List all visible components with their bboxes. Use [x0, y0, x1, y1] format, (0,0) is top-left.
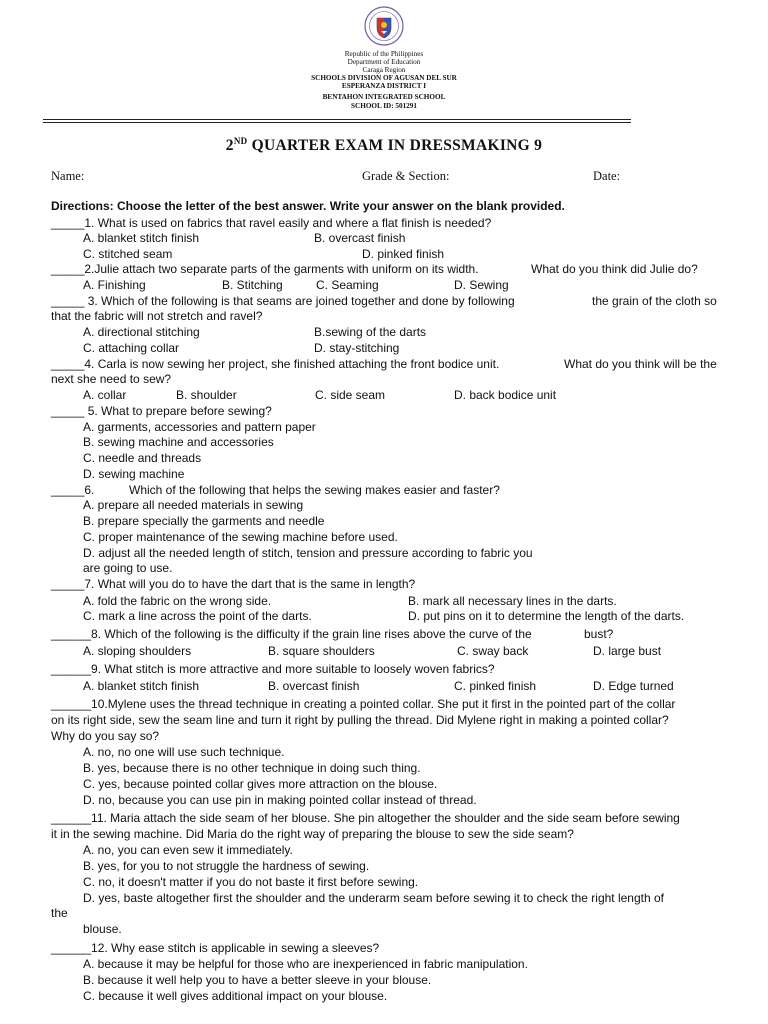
question-line: bust?	[584, 627, 614, 641]
question-text: ______9. What stitch is more attractive and more suitable to loosely woven fabrics?	[51, 662, 495, 676]
question-line: B. because it well help you to have a better sleeve in your blouse.	[83, 973, 432, 987]
question-line: C. needle and threads	[83, 451, 202, 465]
question-line: C. pinked finish	[454, 679, 537, 693]
question-line: B. mark all necessary lines in the darts.	[408, 594, 617, 608]
header-district: ESPERANZA DISTRICT I	[341, 82, 427, 90]
question-line: What do you think will be the	[564, 357, 717, 371]
question-line: B. shoulder	[176, 388, 237, 402]
question-line: A. no, you can even sew it immediately.	[83, 843, 293, 857]
question-line: A. garments, accessories and pattern paper	[83, 420, 316, 434]
question-line: Why do you say so?	[51, 729, 160, 743]
question-line: C. sway back	[457, 644, 529, 658]
question-line: A. fold the fabric on the wrong side.	[83, 594, 272, 608]
question-line: D. no, because you can use pin in making pointed collar instead of thread.	[83, 793, 477, 807]
question-line: A. sloping shoulders	[83, 644, 192, 658]
question-line: the	[51, 906, 68, 920]
question-line: C. yes, because pointed collar gives more attraction on the blouse.	[83, 777, 438, 791]
question-line: B. yes, for you to not struggle the hardness of sewing.	[83, 859, 370, 873]
question-line: A. prepare all needed materials in sewing	[83, 498, 304, 512]
question-line: A. because it may be helpful for those who are inexperienced in fabric manipulation.	[83, 957, 528, 971]
question-text: _____1. What is used on fabrics that ravel easily and where a flat finish is needed?	[51, 216, 492, 230]
question-line: B. yes, because there is no other technique in doing such thing.	[83, 761, 421, 775]
question-text: ______11. Maria attach the side seam of her blouse. She pin altogether the shoulder and the side seam before sewing	[51, 811, 680, 825]
question-line: it in the sewing machine. Did Maria do the right way of preparing the blouse to sew the side seam?	[51, 827, 574, 841]
question-line: D. back bodice unit	[454, 388, 557, 402]
deped-seal-icon	[364, 6, 404, 46]
question-line: A. collar	[83, 388, 127, 402]
question-line: D. large bust	[593, 644, 662, 658]
question-line: D. adjust all the needed length of stitch, tension and pressure according to fabric you	[83, 546, 533, 560]
question-line: B. Stitching	[222, 278, 283, 292]
header-division: SCHOOLS DIVISION OF AGUSAN DEL SUR	[311, 74, 457, 82]
question-line: that the fabric will not stretch and ravel?	[51, 309, 263, 323]
header-school: BENTAHON INTEGRATED SCHOOL	[322, 93, 446, 101]
question-line: are going to use.	[83, 561, 173, 575]
question-line: A. directional stitching	[83, 325, 200, 339]
question-line: blouse.	[83, 922, 122, 936]
header-department: Department of Education	[347, 58, 421, 66]
page-title: 2ND QUARTER EXAM IN DRESSMAKING 9	[225, 136, 543, 154]
question-line: D. Sewing	[454, 278, 509, 292]
question-line: C. attaching collar	[83, 341, 180, 355]
question-line: on its right side, sew the seam line and turn it right by pulling the thread. Did Mylene right in making a pointed collar?	[51, 713, 669, 727]
question-line: Which of the following that helps the sewing makes easier and faster?	[129, 483, 500, 497]
question-text: _____6.	[51, 483, 95, 497]
question-text: _____ 3. Which of the following is that seams are joined together and done by following	[51, 294, 515, 308]
question-line: D. put pins on it to determine the length of the darts.	[408, 609, 685, 623]
question-line: D. yes, baste altogether first the shoulder and the underarm seam before sewing it to check the right length of	[83, 891, 664, 905]
question-line: A. blanket stitch finish	[83, 679, 200, 693]
question-text: _____7. What will you do to have the dart that is the same in length?	[51, 577, 416, 591]
question-text: ______8. Which of the following is the difficulty if the grain line rises above the curve of the	[51, 627, 532, 641]
question-line: A. no, no one will use such technique.	[83, 745, 285, 759]
question-line: B.sewing of the darts	[314, 325, 427, 339]
question-line: D. stay-stitching	[314, 341, 400, 355]
question-line: C. side seam	[315, 388, 386, 402]
question-line: D. pinked finish	[362, 247, 445, 261]
question-text: _____2.Julie attach two separate parts of the garments with uniform on its width.	[51, 262, 479, 276]
question-line: the grain of the cloth so	[592, 294, 717, 308]
question-line: C. stitched seam	[83, 247, 173, 261]
question-line: What do you think did Julie do?	[531, 262, 698, 276]
directions: Directions: Choose the letter of the best answer. Write your answer on the blank provided.	[51, 199, 565, 213]
question-text: _____ 5. What to prepare before sewing?	[51, 404, 272, 418]
question-line: B. prepare specially the garments and needle	[83, 514, 325, 528]
question-text: _____4. Carla is now sewing her project, she finished attaching the front bodice unit.	[51, 357, 500, 371]
header-divider-top	[43, 119, 631, 120]
question-line: C. because it well gives additional impact on your blouse.	[83, 989, 388, 1003]
header-school-id: SCHOOL ID: 501291	[351, 102, 417, 110]
question-line: A. Finishing	[83, 278, 146, 292]
header-divider-bottom	[43, 122, 631, 123]
question-line: D. sewing machine	[83, 467, 185, 481]
grade-section-label: Grade & Section:	[362, 169, 450, 183]
question-line: B. sewing machine and accessories	[83, 435, 274, 449]
header-region: Caraga Region	[362, 66, 406, 74]
question-line: C. no, it doesn't matter if you do not baste it first before sewing.	[83, 875, 419, 889]
question-line: C. mark a line across the point of the darts.	[83, 609, 312, 623]
header-republic: Republic of the Philippines	[344, 50, 424, 58]
name-label: Name:	[51, 169, 85, 183]
question-line: B. overcast finish	[314, 231, 406, 245]
question-line: D. Edge turned	[593, 679, 674, 693]
question-text: ______12. Why ease stitch is applicable in sewing a sleeves?	[51, 941, 380, 955]
question-line: C. proper maintenance of the sewing machine before used.	[83, 530, 398, 544]
question-line: next she need to sew?	[51, 372, 172, 386]
question-text: ______10.Mylene uses the thread technique in creating a pointed collar. She put it first in the pointed part of the collar	[51, 697, 676, 711]
date-label: Date:	[593, 169, 621, 183]
question-line: C. Seaming	[316, 278, 379, 292]
question-line: A. blanket stitch finish	[83, 231, 200, 245]
question-line: B. overcast finish	[268, 679, 360, 693]
question-line: B. square shoulders	[268, 644, 375, 658]
